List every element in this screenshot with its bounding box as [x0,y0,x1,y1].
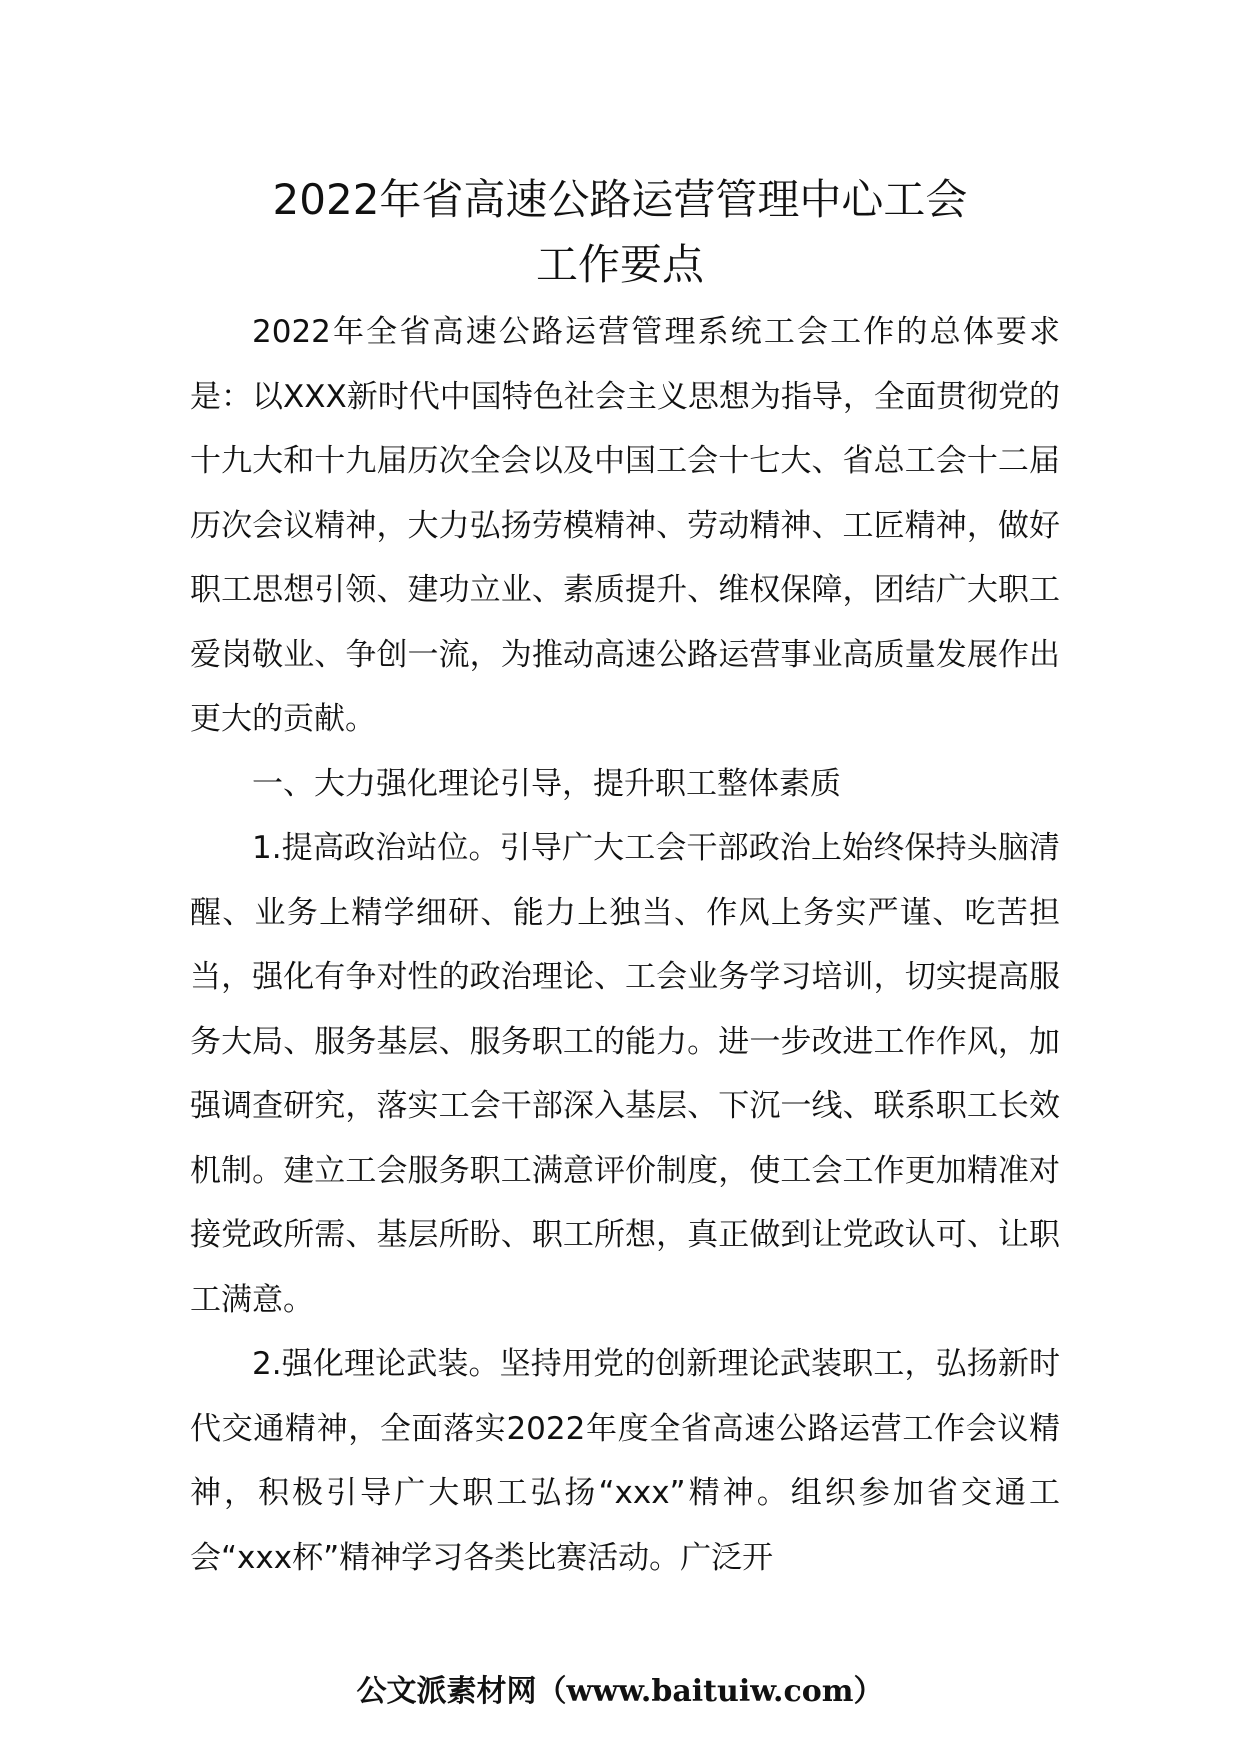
document-title-line-1: 2022年省高速公路运营管理中心工会 [272,175,968,224]
document-title-line-2: 工作要点 [535,240,704,289]
document-body [190,300,1060,1590]
section-heading-1: 一、大力强化理论引导，提升职工整体素质 [252,765,841,802]
paragraph-overview: 2022年全省高速公路运营管理系统工会工作的总体要求是：以XXX新时代中国特色社会主义思想为指导，全面贯彻党的十九大和十九届历次全会以及中国工会十七大、省总工会十二届历次会议精神，大力弘扬劳模精神、劳动精神、工匠精神，做好职工思想引领、建功立业、素质提升、维权保障，团结广大职工爱岗敬业、争创一流，为推动高速公路运营事业高质量发展作出更大的贡献。 [190,314,1060,737]
paragraph-item-1: 1.提高政治站位。引导广大工会干部政治上始终保持头脑清醒、业务上精学细研、能力上独当、作风上务实严谨、吃苦担当，强化有争对性的政治理论、工会业务学习培训，切实提高服务大局、服务基层、服务职工的能力。进一步改进工作作风，加强调查研究，落实工会干部深入基层、下沉一线、联系职工长效机制。建立工会服务职工满意评价制度，使工会工作更加精准对接党政所需、基层所盼、职工所想，真正做到让党政认可、让职工满意。 [190,830,1060,1318]
footer-watermark-text: 公文派素材网（www.baituiw.com） [356,1674,884,1709]
paragraph-item-2: 2.强化理论武装。坚持用党的创新理论武装职工，弘扬新时代交通精神，全面落实2022年度全省高速公路运营工作会议精神，积极引导广大职工弘扬“xxx”精神。组织参加省交通工会“xxx杯”精神学习各类比赛活动。广泛开 [190,1346,1060,1576]
